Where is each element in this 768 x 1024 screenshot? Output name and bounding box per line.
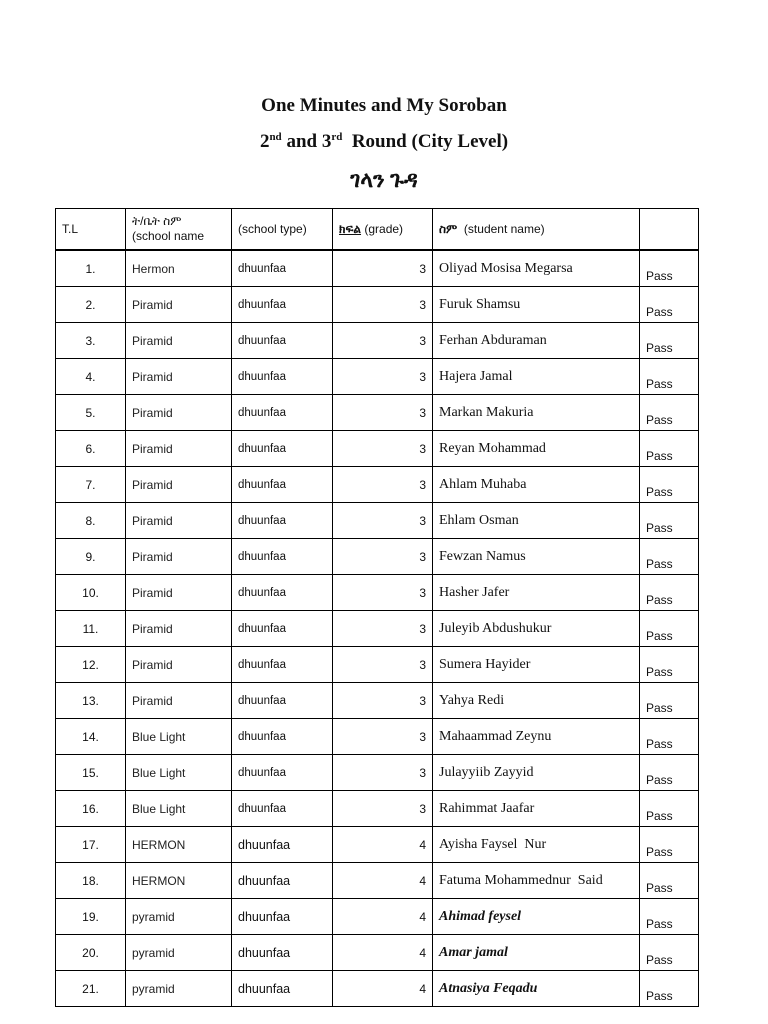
header-grade-eng: (grade)	[361, 221, 404, 236]
table-row	[56, 539, 699, 575]
school-type-cell: dhuunfaa	[232, 503, 333, 539]
table-row	[56, 431, 699, 467]
result-cell: Pass	[640, 250, 699, 287]
row-number: 20.	[56, 935, 126, 971]
row-number: 12.	[56, 647, 126, 683]
row-number: 17.	[56, 827, 126, 863]
school-name-cell: Piramid	[126, 395, 232, 431]
grade-cell: 4	[333, 971, 433, 1007]
school-name-cell: Piramid	[126, 323, 232, 359]
result-cell: Pass	[640, 539, 699, 575]
school-type-cell: dhuunfaa	[232, 683, 333, 719]
school-type-cell: dhuunfaa	[232, 899, 333, 935]
row-number: 3.	[56, 323, 126, 359]
student-name-cell: Mahaammad Zeynu	[433, 719, 640, 755]
result-cell: Pass	[640, 863, 699, 899]
round-title-part: and 3	[281, 131, 332, 152]
table-row	[56, 395, 699, 431]
result-cell: Pass	[640, 899, 699, 935]
grade-cell: 3	[333, 755, 433, 791]
grade-cell: 4	[333, 827, 433, 863]
school-type-cell: dhuunfaa	[232, 935, 333, 971]
row-number: 10.	[56, 575, 126, 611]
school-name-cell: pyramid	[126, 899, 232, 935]
school-name-cell: Piramid	[126, 431, 232, 467]
result-cell: Pass	[640, 467, 699, 503]
result-cell: Pass	[640, 611, 699, 647]
row-number: 19.	[56, 899, 126, 935]
school-name-cell: Piramid	[126, 539, 232, 575]
round-title-part: Round (City Level)	[342, 131, 509, 152]
school-name-cell: pyramid	[126, 935, 232, 971]
grade-cell: 3	[333, 431, 433, 467]
school-type-cell: dhuunfaa	[232, 791, 333, 827]
table-row	[56, 359, 699, 395]
header-student-name-eng: (student name)	[457, 221, 545, 236]
row-number: 7.	[56, 467, 126, 503]
student-name-cell: Julayyiib Zayyid	[433, 755, 640, 791]
table-row	[56, 971, 699, 1007]
school-type-cell: dhuunfaa	[232, 755, 333, 791]
school-name-cell: HERMON	[126, 827, 232, 863]
school-type-cell: dhuunfaa	[232, 250, 333, 287]
round-title-part: 2	[259, 131, 270, 152]
student-name-cell: Fewzan Namus	[433, 539, 640, 575]
school-name-cell: Piramid	[126, 683, 232, 719]
header-school-name-eng: (school name	[132, 229, 205, 243]
result-cell: Pass	[640, 683, 699, 719]
row-number: 8.	[56, 503, 126, 539]
results-table	[55, 208, 699, 1007]
student-name-cell: Fatuma Mohammednur Said	[433, 863, 640, 899]
row-number: 6.	[56, 431, 126, 467]
table-row	[56, 323, 699, 359]
row-number: 13.	[56, 683, 126, 719]
school-name-cell: Blue Light	[126, 791, 232, 827]
result-cell: Pass	[640, 503, 699, 539]
row-number: 2.	[56, 287, 126, 323]
student-name-cell: Furuk Shamsu	[433, 287, 640, 323]
student-name-cell: Yahya Redi	[433, 683, 640, 719]
row-number: 15.	[56, 755, 126, 791]
table-row	[56, 755, 699, 791]
table-row	[56, 611, 699, 647]
table-row	[56, 250, 699, 287]
result-cell: Pass	[640, 395, 699, 431]
school-name-cell: Piramid	[126, 575, 232, 611]
table-row	[56, 935, 699, 971]
header-grade	[333, 209, 433, 251]
grade-cell: 3	[333, 683, 433, 719]
school-type-cell: dhuunfaa	[232, 971, 333, 1007]
school-name-cell: pyramid	[126, 971, 232, 1007]
grade-cell: 3	[333, 539, 433, 575]
row-number: 14.	[56, 719, 126, 755]
student-name-cell: Sumera Hayider	[433, 647, 640, 683]
header-result	[640, 209, 699, 251]
student-name-cell: Reyan Mohammad	[433, 431, 640, 467]
document-header	[0, 88, 768, 200]
grade-cell: 4	[333, 899, 433, 935]
school-name-cell: Blue Light	[126, 755, 232, 791]
result-cell: Pass	[640, 827, 699, 863]
student-name-cell: Ehlam Osman	[433, 503, 640, 539]
row-number: 18.	[56, 863, 126, 899]
student-name-cell: Juleyib Abdushukur	[433, 611, 640, 647]
table-row	[56, 827, 699, 863]
result-cell: Pass	[640, 431, 699, 467]
school-type-cell: dhuunfaa	[232, 647, 333, 683]
header-school-name	[126, 209, 232, 251]
school-name-cell: Piramid	[126, 647, 232, 683]
result-cell: Pass	[640, 323, 699, 359]
grade-cell: 4	[333, 935, 433, 971]
row-number: 4.	[56, 359, 126, 395]
result-cell: Pass	[640, 359, 699, 395]
school-type-cell: dhuunfaa	[232, 395, 333, 431]
grade-cell: 4	[333, 863, 433, 899]
round-title-sup: rd	[331, 131, 343, 143]
row-number: 16.	[56, 791, 126, 827]
header-student-name-amh: ስም	[439, 221, 458, 236]
school-name-cell: Blue Light	[126, 719, 232, 755]
table-row	[56, 863, 699, 899]
school-type-cell: dhuunfaa	[232, 431, 333, 467]
school-type-cell: dhuunfaa	[232, 287, 333, 323]
table-row	[56, 287, 699, 323]
table-row	[56, 503, 699, 539]
row-number: 5.	[56, 395, 126, 431]
header-student-name	[433, 209, 640, 251]
round-title	[0, 124, 768, 160]
grade-cell: 3	[333, 323, 433, 359]
grade-cell: 3	[333, 503, 433, 539]
result-cell: Pass	[640, 755, 699, 791]
student-name-cell: Markan Makuria	[433, 395, 640, 431]
result-cell: Pass	[640, 719, 699, 755]
student-name-cell: Ahlam Muhaba	[433, 467, 640, 503]
grade-cell: 3	[333, 791, 433, 827]
round-title-sup: nd	[269, 131, 282, 143]
table-row	[56, 899, 699, 935]
school-type-cell: dhuunfaa	[232, 827, 333, 863]
grade-cell: 3	[333, 719, 433, 755]
table-row	[56, 467, 699, 503]
school-type-cell: dhuunfaa	[232, 467, 333, 503]
table-row	[56, 647, 699, 683]
table-row	[56, 791, 699, 827]
grade-cell: 3	[333, 395, 433, 431]
result-cell: Pass	[640, 971, 699, 1007]
table-header-row	[56, 209, 699, 251]
result-cell: Pass	[640, 935, 699, 971]
school-name-cell: HERMON	[126, 863, 232, 899]
location-title: ገላን ጉዳ	[350, 167, 418, 192]
header-grade-amh: ክፍል	[339, 221, 362, 236]
result-cell: Pass	[640, 791, 699, 827]
header-school-type: (school type)	[232, 209, 333, 251]
school-name-cell: Piramid	[126, 359, 232, 395]
school-type-cell: dhuunfaa	[232, 323, 333, 359]
table-row	[56, 683, 699, 719]
school-type-cell: dhuunfaa	[232, 575, 333, 611]
grade-cell: 3	[333, 647, 433, 683]
student-name-cell: Hasher Jafer	[433, 575, 640, 611]
header-school-name-amh: ት/ቤት ስም	[132, 214, 182, 228]
document-title: One Minutes and My Soroban	[261, 95, 507, 116]
table-body	[56, 250, 699, 1007]
student-name-cell: Hajera Jamal	[433, 359, 640, 395]
row-number: 9.	[56, 539, 126, 575]
table-row	[56, 575, 699, 611]
school-type-cell: dhuunfaa	[232, 611, 333, 647]
school-name-cell: Piramid	[126, 503, 232, 539]
result-cell: Pass	[640, 287, 699, 323]
school-name-cell: Piramid	[126, 467, 232, 503]
student-name-cell: Ayisha Faysel Nur	[433, 827, 640, 863]
student-name-cell: Oliyad Mosisa Megarsa	[433, 250, 640, 287]
student-name-cell: Ahimad feysel	[433, 899, 640, 935]
row-number: 11.	[56, 611, 126, 647]
student-name-cell: Atnasiya Feqadu	[433, 971, 640, 1007]
grade-cell: 3	[333, 287, 433, 323]
table-row	[56, 719, 699, 755]
grade-cell: 3	[333, 467, 433, 503]
school-type-cell: dhuunfaa	[232, 719, 333, 755]
grade-cell: 3	[333, 575, 433, 611]
result-cell: Pass	[640, 575, 699, 611]
result-cell: Pass	[640, 647, 699, 683]
student-name-cell: Ferhan Abduraman	[433, 323, 640, 359]
school-name-cell: Piramid	[126, 611, 232, 647]
school-type-cell: dhuunfaa	[232, 359, 333, 395]
grade-cell: 3	[333, 611, 433, 647]
school-type-cell: dhuunfaa	[232, 539, 333, 575]
school-type-cell: dhuunfaa	[232, 863, 333, 899]
student-name-cell: Amar jamal	[433, 935, 640, 971]
school-name-cell: Hermon	[126, 250, 232, 287]
grade-cell: 3	[333, 250, 433, 287]
header-tl: T.L	[56, 209, 126, 251]
student-name-cell: Rahimmat Jaafar	[433, 791, 640, 827]
row-number: 21.	[56, 971, 126, 1007]
row-number: 1.	[56, 250, 126, 287]
grade-cell: 3	[333, 359, 433, 395]
school-name-cell: Piramid	[126, 287, 232, 323]
